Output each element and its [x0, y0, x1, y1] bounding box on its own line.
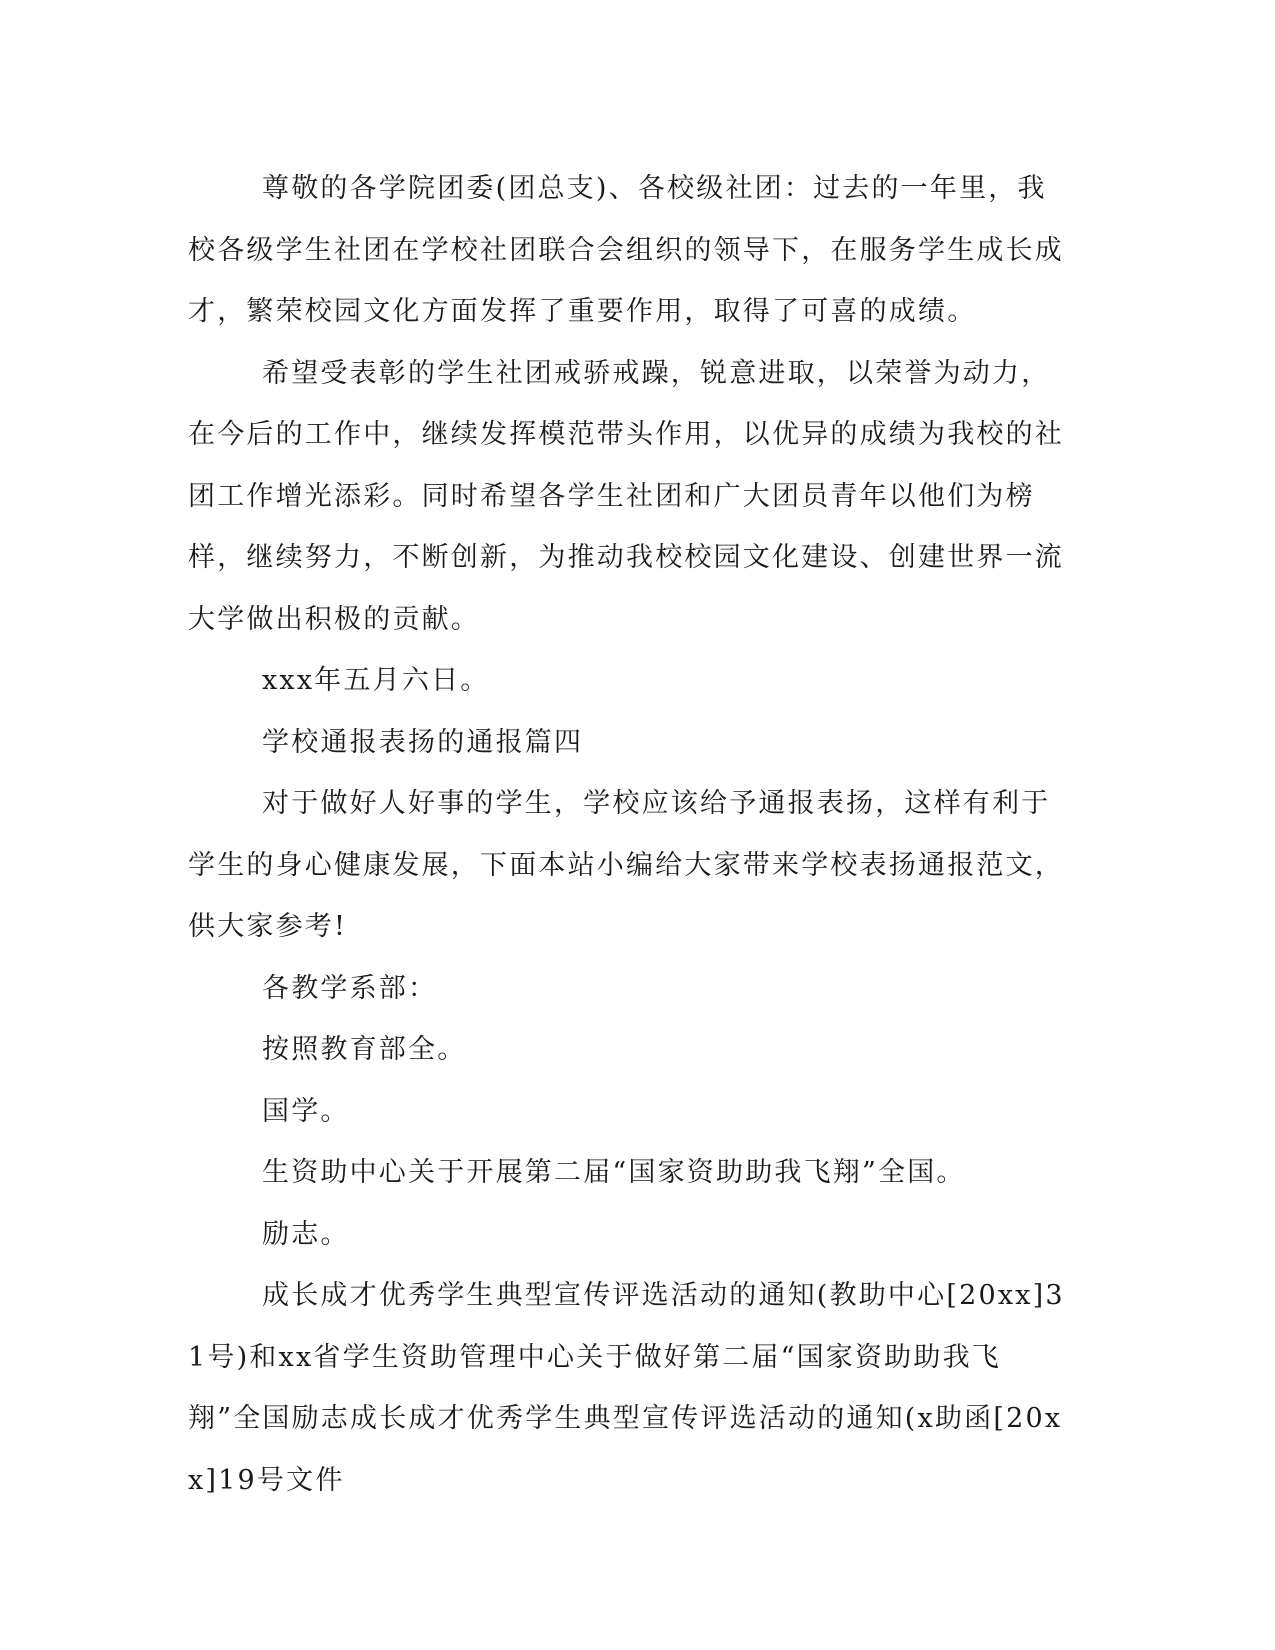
- document-body: [188, 158, 1068, 1511]
- section-heading: 学校通报表扬的通报篇四: [262, 726, 584, 758]
- paragraph-line-2: 国学。: [262, 1095, 350, 1127]
- paragraph-line-3: 生资助中心关于开展第二届“国家资助助我飞翔”全国。: [262, 1157, 966, 1188]
- paragraph-hope: 希望受表彰的学生社团戒骄戒躁，锐意进取，以荣誉为动力，在今后的工作中，继续发挥模范带头作用，以优异的成绩为我校的社团工作增光添彩。同时希望各学生社团和广大团员青年以他们为榜样，继续努力，不断创新，为推动我校校园文化建设、创建世界一流大学做出积极的贡献。: [188, 357, 1064, 635]
- paragraph-line-1: 按照教育部全。: [262, 1034, 467, 1065]
- paragraph-notice: 成长成才优秀学生典型宣传评选活动的通知(教助中心[20xx]31号)和xx省学生资助管理中心关于做好第二届“国家资助助我飞翔”全国励志成长成才优秀学生典型宣传评选活动的通知(x助函[20xx]19号文件: [188, 1280, 1065, 1496]
- paragraph-addressee: 各教学系部：: [262, 972, 438, 1004]
- paragraph-date: xxx年五月六日。: [262, 665, 490, 696]
- paragraph-intro: 对于做好人好事的学生，学校应该给予通报表扬，这样有利于学生的身心健康发展，下面本站小编给大家带来学校表扬通报范文，供大家参考!: [188, 788, 1064, 942]
- paragraph-greeting: 尊敬的各学院团委(团总支)、各校级社团：过去的一年里，我校各级学生社团在学校社团联合会组织的领导下，在服务学生成长成才，繁荣校园文化方面发挥了重要作用，取得了可喜的成绩。: [188, 173, 1064, 327]
- paragraph-line-4: 励志。: [262, 1218, 350, 1250]
